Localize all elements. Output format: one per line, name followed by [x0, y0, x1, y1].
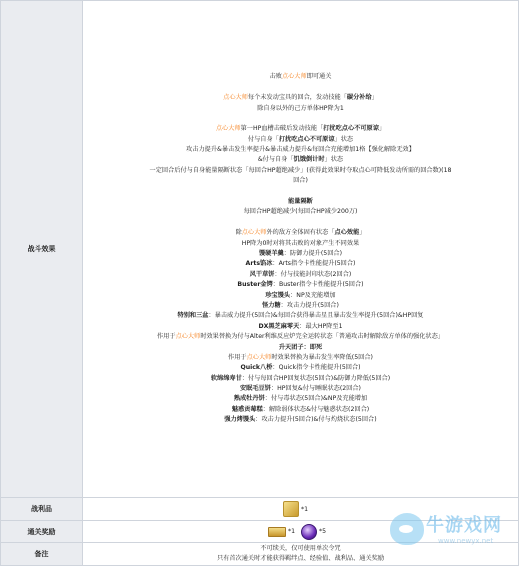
energy-cut-turns: 回合) — [293, 177, 308, 185]
loot-item[interactable]: *1 — [283, 501, 308, 517]
sweet-effect-row: 怪力糖：攻击力提升(5回合) — [262, 301, 339, 309]
boss-link[interactable]: 点心大师 — [223, 94, 248, 102]
sweet-effect-note: 作用于点心大师时效果替换为暴击发生率降低(5回合) — [228, 353, 373, 361]
purple-orb-icon — [301, 524, 317, 540]
gold-material-icon — [283, 501, 299, 517]
sweet-effect-row: Buster金锷：Buster指令卡性能提升(5回合) — [237, 281, 364, 289]
loot-label: 战利品 — [1, 498, 83, 521]
battle-effect-content — [83, 1, 519, 498]
site-watermark — [386, 499, 521, 559]
sweet-effect-row: 软绵绵寿甘：付与每回合HP回复状态(5回合)&防御力降低(5回合) — [210, 374, 391, 382]
energy-cut-line: 一定回合后付与自身能量隔断状态「每回合HP超绝减少」(获得此效果时夺取点心可降低发动所需的回合数)(18 — [149, 166, 452, 174]
sweet-effect-row: Quick八桥：Quick指令卡性能提升(5回合) — [240, 364, 361, 372]
boss-link[interactable]: 点心大师 — [246, 353, 272, 361]
mascot-logo-icon — [390, 513, 424, 545]
skill-effect-line: 除自身以外的己方单体HP降为1 — [257, 104, 344, 112]
note-line: 只有首次通关时才能获得羁绊点、经验值、战利品、通关奖励 — [216, 555, 385, 562]
enemy-state-desc: HP降为0时对将其击败的对象产生不同效果 — [241, 239, 360, 247]
boss-link[interactable]: 点心大师 — [175, 333, 201, 341]
sweet-effect-row: 风干草饼：付与技能封印状态(2回合) — [249, 270, 352, 278]
sweet-effect-row: 安眠毛豆饼：HP回复&付与睡眠状态(2回合) — [240, 385, 361, 393]
sweet-effect-row: 升天团子：即死 — [278, 343, 323, 351]
note-label: 备注 — [1, 543, 83, 566]
watermark-title: 牛游戏网 — [426, 515, 502, 536]
sweet-effect-row: 强力烤馒头：攻击力提升(5回合)&付与灼烧状态(5回合) — [224, 416, 377, 424]
boss-link[interactable]: 点心大师 — [281, 73, 307, 81]
skill-trigger-line: 点心大师每个未发动宝具的回合，发动技能「碳分补给」 — [223, 94, 378, 102]
note-line: 不可续关，仅可使用单次令咒 — [260, 544, 341, 552]
sweet-effect-row: Arts馅冰：Arts指令卡性能提升(5回合) — [245, 260, 356, 268]
gold-bar-icon — [268, 527, 286, 537]
watermark-url: www.newyx.net — [438, 537, 494, 545]
energy-cut-desc: 每回合HP超绝减少(每回合HP减少200万) — [243, 208, 358, 216]
clear-reward-item[interactable]: *5 — [301, 524, 326, 540]
sweet-effect-row: 熟成牡丹饼：付与毒状态(5回合)&NP及充能增加 — [233, 395, 368, 403]
sweet-effect-row: 馒硬羊羹：防御力提升(5回合) — [258, 250, 342, 257]
countdown-line: &付与自身「饥饿倒计时」状态 — [257, 156, 344, 164]
break-state-line: 付与自身「打扰吃点心不可原谅」状态 — [247, 135, 354, 143]
sweet-effect-row: 魅惑贡莓糕：解除弱体状态&付与魅惑状态(2回合) — [231, 405, 370, 413]
battle-effect-row — [1, 1, 519, 498]
clear-condition-line: 击败点心大师即可通关 — [269, 73, 332, 81]
sweet-effect-row: DX黑芝麻零天：最大HP降至1 — [258, 322, 343, 330]
battle-effect-label: 战斗效果 — [1, 1, 83, 498]
sweet-effect-note: 作用于点心大师时效果替换为付与Alter利维反应炉完全运转状态「普通攻击时解除敌方单体的强化状态」 — [157, 333, 444, 341]
sweet-effect-row: 珍宝馒头：NP及充能增加 — [265, 291, 336, 299]
energy-cut-title: 能量隔断 — [288, 198, 313, 206]
break-skill-line: 点心大师第一HP血槽击破后发动技能「打扰吃点心不可原谅」 — [215, 125, 386, 133]
clear-reward-label: 通关奖励 — [1, 521, 83, 543]
enemy-state-line: 除点心大师外的敌方全体固有状态「点心效能」 — [235, 229, 366, 237]
sweet-effect-row: 特别和三盆：暴击威力提升(5回合)&每回合获得暴击星且暴击发生率提升(5回合)&HP回复 — [177, 312, 424, 320]
boss-link[interactable]: 点心大师 — [241, 229, 267, 237]
buff-line: 攻击力提升&暴击发生率提升&暴击威力提升&每回合充能增加1格【强化解除无效】 — [186, 146, 415, 154]
boss-link[interactable]: 点心大师 — [215, 125, 241, 133]
clear-reward-item[interactable]: *1 — [268, 527, 295, 537]
